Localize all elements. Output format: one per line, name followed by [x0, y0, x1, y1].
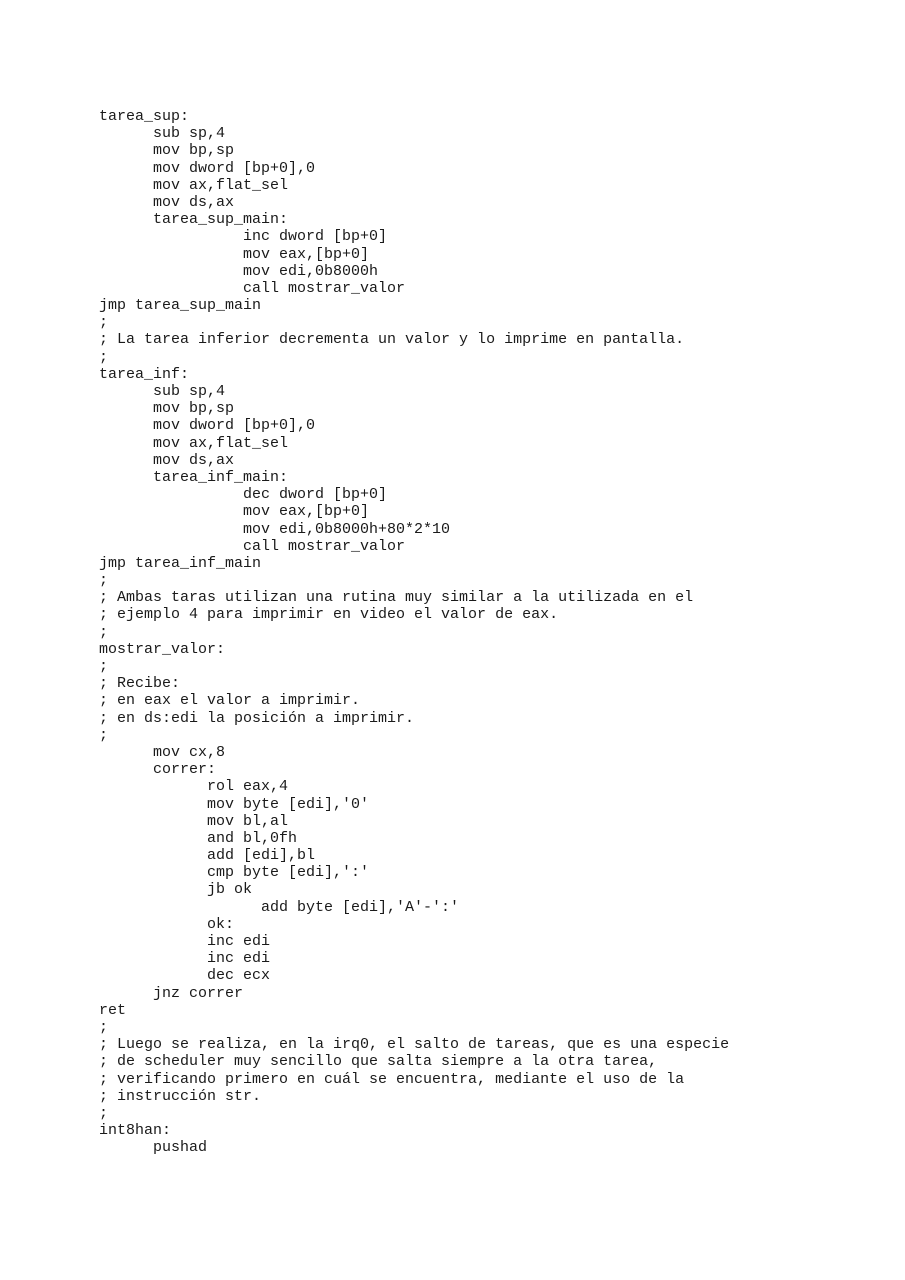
code-line: mov eax,[bp+0]	[99, 503, 370, 521]
code-line: ; Recibe:	[99, 675, 181, 693]
code-line: ; en ds:edi la posición a imprimir.	[99, 709, 415, 727]
code-line: sub sp,4	[99, 383, 226, 400]
code-line: ;	[99, 658, 109, 675]
code-line: tarea_inf_main:	[99, 468, 289, 486]
code-line: ;	[99, 1104, 109, 1122]
code-line: ; ejemplo 4 para imprimir en video el valor de eax.	[99, 606, 559, 624]
code-line: inc dword [bp+0]	[99, 228, 388, 246]
code-line: mov ax,flat_sel	[99, 434, 289, 452]
code-line: ; La tarea inferior decrementa un valor y lo imprime en pantalla.	[99, 331, 685, 349]
code-line: ;	[99, 726, 109, 744]
code-line: tarea_sup:	[99, 108, 190, 125]
code-line: mov dword [bp+0],0	[99, 417, 316, 435]
code-line: ;	[99, 623, 109, 641]
code-line: correr:	[99, 761, 217, 779]
code-line: ;	[99, 572, 109, 590]
code-line: ; instrucción str.	[99, 1087, 262, 1105]
code-line: rol eax,4	[99, 778, 289, 796]
code-line: mov bp,sp	[99, 142, 235, 160]
code-line: ;	[99, 1018, 109, 1036]
code-line: ;	[99, 348, 109, 366]
code-line: inc edi	[99, 950, 271, 968]
code-line: jnz correr	[99, 984, 244, 1002]
code-line: mov eax,[bp+0]	[99, 245, 370, 263]
code-line: call mostrar_valor	[99, 279, 406, 297]
code-line: mov ds,ax	[99, 193, 235, 211]
code-line: tarea_sup_main:	[99, 211, 289, 229]
code-line: jb ok	[99, 881, 253, 899]
code-line: mov edi,0b8000h	[99, 262, 379, 280]
code-line: ; en eax el valor a imprimir.	[99, 692, 361, 710]
code-line: dec dword [bp+0]	[99, 486, 388, 504]
assembly-code-listing	[99, 108, 729, 1156]
code-line: sub sp,4	[99, 125, 226, 143]
code-line: int8han:	[99, 1122, 172, 1140]
code-line: jmp tarea_inf_main	[99, 554, 262, 572]
code-line: mov ds,ax	[99, 451, 235, 469]
code-line: and bl,0fh	[99, 829, 298, 847]
code-line: pushad	[99, 1139, 208, 1157]
code-line: ; Ambas taras utilizan una rutina muy similar a la utilizada en el	[99, 589, 694, 607]
code-line: add [edi],bl	[99, 847, 316, 865]
code-line: tarea_inf:	[99, 365, 190, 383]
code-line: ; verificando primero en cuál se encuentra, mediante el uso de la	[99, 1070, 685, 1088]
code-line: mov ax,flat_sel	[99, 176, 289, 194]
code-line: mov bp,sp	[99, 400, 235, 418]
code-line: mostrar_valor:	[99, 640, 226, 658]
code-line: add byte [edi],'A'-':'	[99, 898, 460, 916]
code-line: mov bl,al	[99, 812, 289, 830]
code-line: call mostrar_valor	[99, 537, 406, 555]
code-line: ; Luego se realiza, en la irq0, el salto de tareas, que es una especie	[99, 1036, 730, 1054]
code-line: mov dword [bp+0],0	[99, 159, 316, 177]
code-line: cmp byte [edi],':'	[99, 864, 370, 882]
code-line: jmp tarea_sup_main	[99, 297, 262, 315]
code-line: mov edi,0b8000h+80*2*10	[99, 520, 451, 538]
code-line: ret	[99, 1001, 127, 1019]
code-line: mov byte [edi],'0'	[99, 795, 370, 813]
code-line: ;	[99, 314, 109, 332]
code-line: dec ecx	[99, 967, 271, 985]
code-line: mov cx,8	[99, 743, 226, 761]
code-line: ok:	[99, 915, 235, 933]
code-line: ; de scheduler muy sencillo que salta siempre a la otra tarea,	[99, 1053, 658, 1071]
code-line: inc edi	[99, 933, 271, 950]
